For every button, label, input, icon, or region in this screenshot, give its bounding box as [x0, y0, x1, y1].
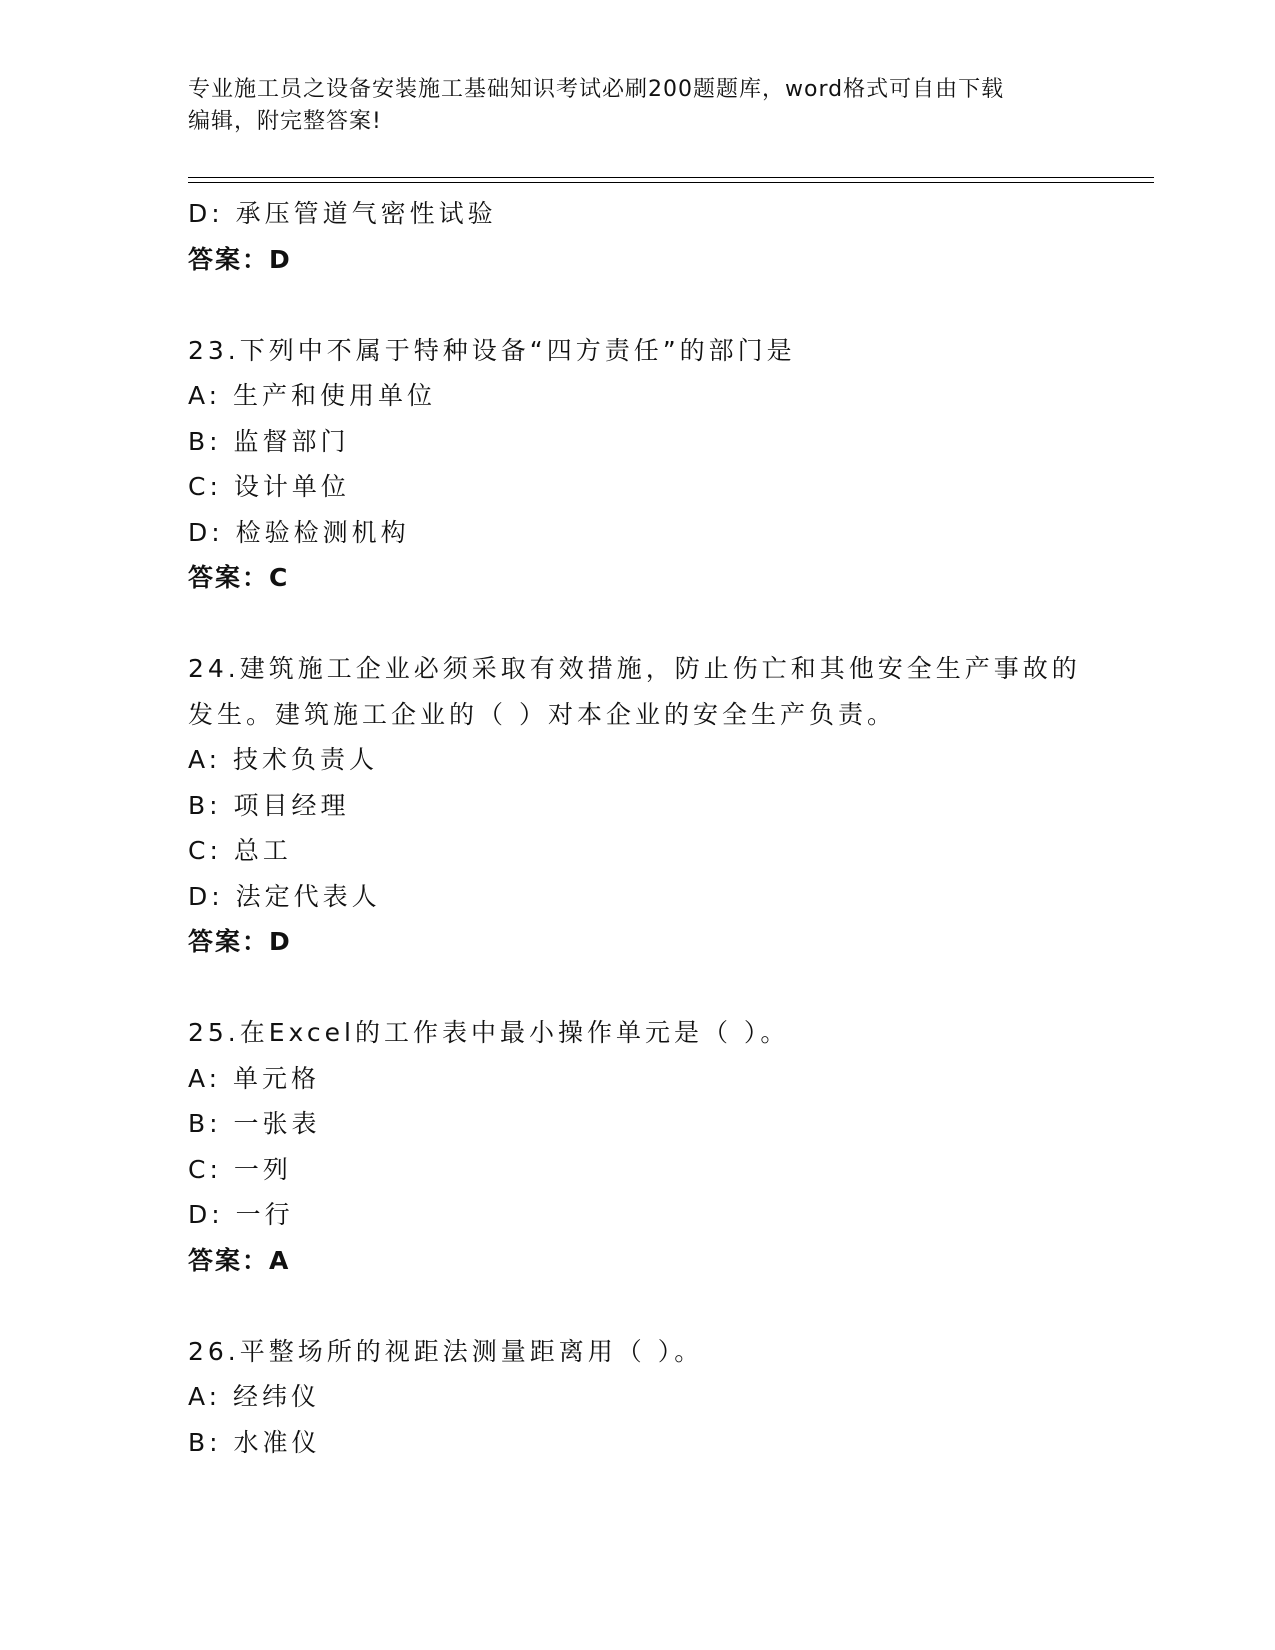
- option-line: A: 单元格: [188, 1063, 321, 1093]
- answer-line: 答案：D: [188, 244, 292, 274]
- spacer: [188, 601, 1088, 647]
- question-25: 25.在Excel的工作表中最小操作单元是（ ）。: [188, 1018, 790, 1047]
- header-line-1: 专业施工员之设备安装施工基础知识考试必刷200题题库，word格式可自由下载: [188, 77, 1005, 102]
- option-line: B: 一张表: [188, 1109, 321, 1138]
- question-24: 24.建筑施工企业必须采取有效措施，防止伤亡和其他安全生产事故的: [188, 654, 1081, 683]
- option-line: B: 项目经理: [188, 790, 350, 820]
- option-line: C: 总工: [188, 836, 292, 865]
- answer-line: 答案：A: [188, 1245, 291, 1275]
- header-divider-bottom: [188, 182, 1154, 183]
- option-line: B: 监督部门: [188, 426, 350, 456]
- option-line: D: 法定代表人: [188, 881, 381, 911]
- document-header: [188, 74, 1088, 138]
- option-line: D: 检验检测机构: [188, 517, 410, 547]
- question-content: [188, 191, 1088, 1465]
- option-line: B: 水准仪: [188, 1427, 321, 1457]
- option-line: D: 一行: [188, 1200, 294, 1229]
- header-divider-top: [188, 177, 1154, 178]
- question-24-continued: 发生。建筑施工企业的（ ）对本企业的安全生产负责。: [188, 699, 896, 729]
- answer-line: 答案：D: [188, 927, 292, 956]
- option-line: A: 经纬仪: [188, 1382, 321, 1411]
- spacer: [188, 282, 1088, 328]
- question-26: 26.平整场所的视距法测量距离用（ ）。: [188, 1336, 704, 1366]
- answer-line: 答案：C: [188, 563, 290, 592]
- header-line-2: 编辑，附完整答案!: [188, 109, 382, 134]
- question-23: 23.下列中不属于特种设备“四方责任”的部门是: [188, 335, 796, 365]
- option-line: A: 生产和使用单位: [188, 381, 437, 410]
- option-line: C: 一列: [188, 1154, 292, 1184]
- spacer: [188, 965, 1088, 1011]
- option-line: D: 承压管道气密性试验: [188, 199, 497, 228]
- spacer: [188, 1283, 1088, 1329]
- option-line: A: 技术负责人: [188, 745, 379, 774]
- option-line: C: 设计单位: [188, 472, 350, 501]
